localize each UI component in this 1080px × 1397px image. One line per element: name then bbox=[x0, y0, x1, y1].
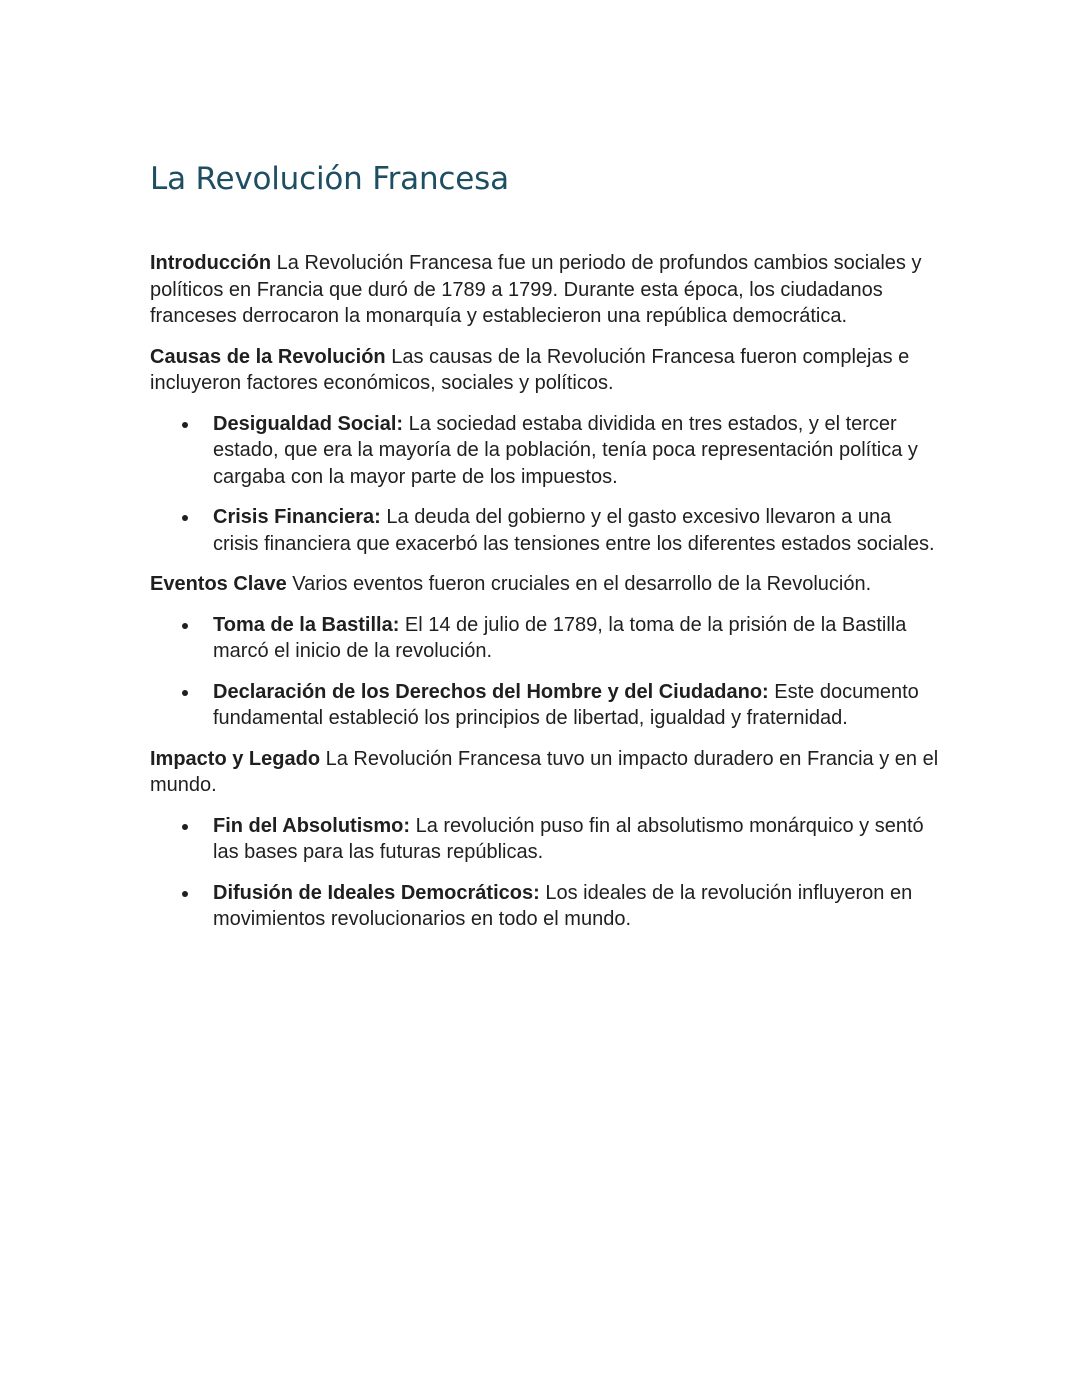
bullet-icon bbox=[182, 422, 188, 428]
list-item bbox=[150, 880, 940, 933]
events-paragraph bbox=[150, 571, 940, 598]
impact-text: La Revolución Francesa tuvo un impacto duradero en Francia y en el mundo. bbox=[150, 747, 939, 796]
causes-heading: Causas de la Revolución bbox=[150, 345, 386, 368]
document-page bbox=[150, 158, 940, 933]
events-text: Varios eventos fueron cruciales en el desarrollo de la Revolución. bbox=[286, 573, 872, 595]
causes-list bbox=[150, 411, 940, 558]
list-item-term: Declaración de los Derechos del Hombre y del Ciudadano: bbox=[213, 680, 769, 703]
list-item-text: La revolución puso fin al absolutismo monárquico y sentó las bases para las futuras repúblicas. bbox=[213, 814, 924, 863]
page-title: La Revolución Francesa bbox=[150, 161, 509, 197]
list-item-text: La sociedad estaba dividida en tres estados, y el tercer estado, que era la mayoría de la población, tenía poca representación política y cargaba con la mayor parte de los impuestos. bbox=[213, 412, 918, 488]
list-item bbox=[150, 612, 940, 665]
impact-heading: Impacto y Legado bbox=[150, 747, 321, 770]
impact-paragraph bbox=[150, 746, 940, 799]
list-item-term: Fin del Absolutismo: bbox=[213, 814, 411, 837]
intro-text: La Revolución Francesa fue un periodo de profundos cambios sociales y políticos en Francia que duró de 1789 a 1799. Durante esta época, los ciudadanos franceses derrocaron la monarquía y establecieron una república democrática. bbox=[150, 252, 922, 327]
list-item-term: Crisis Financiera: bbox=[213, 506, 381, 528]
bullet-icon bbox=[182, 891, 188, 897]
list-item-term: Difusión de Ideales Democráticos: bbox=[213, 881, 540, 904]
events-heading: Eventos Clave bbox=[150, 573, 287, 595]
list-item bbox=[150, 411, 940, 491]
intro-paragraph bbox=[150, 250, 940, 330]
list-item bbox=[150, 813, 940, 866]
bullet-icon bbox=[182, 515, 188, 521]
causes-paragraph bbox=[150, 344, 940, 397]
bullet-icon bbox=[182, 824, 188, 830]
impact-section bbox=[150, 746, 940, 933]
events-list bbox=[150, 612, 940, 732]
bullet-icon bbox=[182, 623, 188, 629]
list-item-text: La deuda del gobierno y el gasto excesivo llevaron a una crisis financiera que exacerbó las tensiones entre los diferentes estados sociales. bbox=[213, 506, 935, 555]
list-item-text: Los ideales de la revolución influyeron en movimientos revolucionarios en todo el mundo. bbox=[213, 881, 913, 930]
intro-section bbox=[150, 250, 940, 330]
list-item-text: El 14 de julio de 1789, la toma de la prisión de la Bastilla marcó el inicio de la revolución. bbox=[213, 613, 907, 662]
causes-section bbox=[150, 344, 940, 558]
impact-list bbox=[150, 813, 940, 933]
list-item-term: Toma de la Bastilla: bbox=[213, 613, 400, 636]
list-item bbox=[150, 679, 940, 732]
list-item-text: Este documento fundamental estableció los principios de libertad, igualdad y fraternidad. bbox=[213, 680, 919, 729]
causes-text: Las causas de la Revolución Francesa fueron complejas e incluyeron factores económicos, sociales y políticos. bbox=[150, 345, 910, 394]
list-item-term: Desigualdad Social: bbox=[213, 412, 404, 435]
bullet-icon bbox=[182, 690, 188, 696]
intro-heading: Introducción bbox=[150, 252, 272, 274]
list-item bbox=[150, 504, 940, 557]
events-section bbox=[150, 571, 940, 732]
